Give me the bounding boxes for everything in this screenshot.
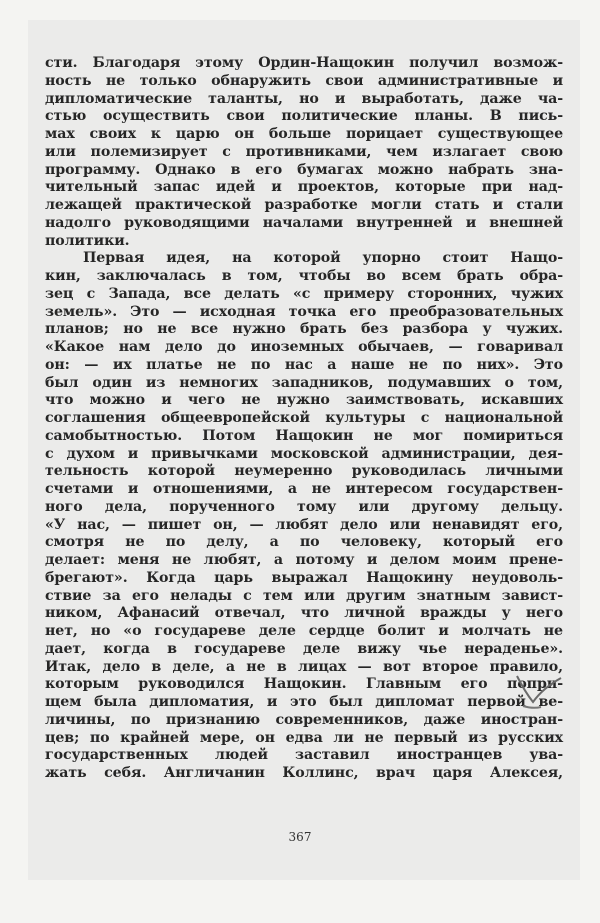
text-line: земель». Это — исходная точка его преобразовательных	[45, 303, 563, 320]
text-line: лежащей практической разработке могли стать и стали	[45, 197, 563, 213]
text-line: соглашения общеевропейской культуры с национальной	[45, 410, 563, 426]
text-line: был один из немногих западников, подумавших о том,	[45, 374, 563, 391]
text-line: цев; по крайней мере, он едва ли не первый из русских	[45, 729, 563, 746]
text-line: личины, по признанию современников, даже иностран-	[45, 711, 563, 728]
text-line: программу. Однако в его бумагах можно набрать зна-	[45, 161, 563, 178]
text-line: ного дела, порученного тому или другому дельцу.	[45, 498, 563, 515]
text-line: нет, но «о государеве деле сердце болит и молчать не	[45, 623, 563, 639]
text-line: планов; но не все нужно брать без разбора у чужих.	[45, 321, 563, 338]
text-line: которым руководился Нащокин. Главным его попри-	[45, 676, 563, 693]
text-line: «Какое нам дело до иноземных обычаев, — говаривал	[45, 339, 563, 355]
text-line: зец с Запада, все делать «с примеру сторонних, чужих	[45, 285, 563, 302]
page-body-text	[45, 55, 563, 783]
text-line: дипломатические таланты, но и выработать, даже ча-	[45, 90, 563, 107]
text-line: брегают». Когда царь выражал Нащокину неудоволь-	[45, 569, 563, 586]
text-line: что можно и чего не нужно заимствовать, искавших	[45, 392, 563, 409]
text-line: самобытностью. Потом Нащокин не мог помириться	[45, 427, 563, 444]
text-line: чительный запас идей и проектов, которые при над-	[45, 179, 563, 196]
text-line: мах своих к царю он больше порицает существующее	[45, 126, 563, 142]
text-line: тельность которой неумеренно руководилась личными	[45, 463, 563, 480]
text-line: жать себя. Англичанин Коллинс, врач царя Алексея,	[45, 765, 563, 781]
text-line: ником, Афанасий отвечал, что личной вражды у него	[45, 605, 563, 622]
text-line: «У нас, — пишет он, — любят дело или ненавидят его,	[45, 516, 563, 533]
text-line: сти. Благодаря этому Ордин-Нащокин получил возмож-	[45, 55, 563, 71]
text-line: дает, когда в государеве деле вижу чье нераденье».	[45, 640, 563, 657]
pencil-check-mark	[515, 672, 565, 717]
text-line: или полемизирует с противниками, чем излагает свою	[45, 143, 563, 160]
text-line: смотря не по делу, а по человеку, который его	[45, 534, 563, 551]
text-line: государственных людей заставил иностранцев ува-	[45, 747, 563, 764]
text-line: кин, заключалась в том, чтобы во всем брать обра-	[45, 268, 563, 284]
text-line: с духом и привычками московской администрации, дея-	[45, 445, 563, 462]
text-line: стью осуществить свои политические планы. В пись-	[45, 108, 563, 125]
text-line: ствие за его нелады с тем или другим знатным завист-	[45, 587, 563, 604]
text-line: делает: меня не любят, а потому и делом моим прене-	[45, 552, 563, 568]
text-line: надолго руководящими началами внутренней и внешней	[45, 214, 563, 231]
text-line: ность не только обнаружить свои административные и	[45, 72, 563, 89]
text-line: Итак, дело в деле, а не в лицах — вот второе правило,	[45, 658, 563, 675]
text-line: Первая идея, на которой упорно стоит Нащо-	[83, 250, 563, 267]
text-line: он: — их платье не по нас а наше не по них». Это	[45, 356, 563, 373]
text-line: счетами и отношениями, а не интересом государствен-	[45, 481, 563, 497]
page-number: 367	[288, 830, 312, 844]
text-line: политики.	[45, 232, 130, 249]
text-line: щем была дипломатия, и это был дипломат первой ве-	[45, 694, 563, 710]
